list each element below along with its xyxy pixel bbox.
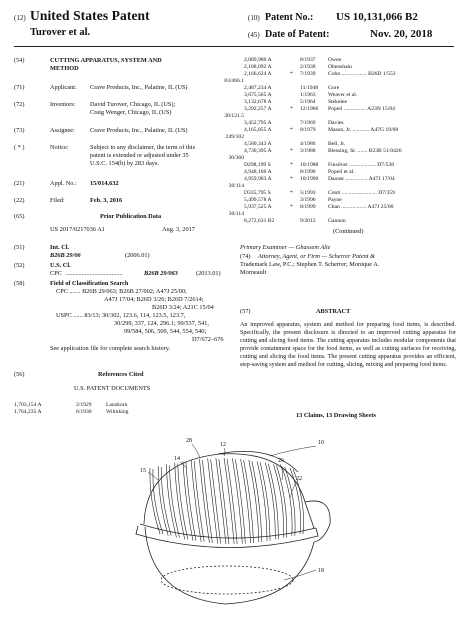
ref-number: 1,703,154 A	[14, 402, 42, 408]
field-code-52: (52)	[14, 262, 25, 269]
cutting-apparatus-drawing	[100, 432, 370, 618]
us-cl-heading: U.S. Cl.	[50, 262, 71, 269]
ref-name: Conti ......................... D7/359	[328, 190, 395, 196]
lid-slot-rib	[244, 460, 254, 543]
notice-line1: Subject to any disclaimer, the term of this	[90, 144, 196, 151]
ref-date: 8/1999	[300, 204, 316, 210]
attorney-line1: Attorney, Agent, or Firm — Scherrer Patent &	[258, 253, 376, 260]
field-code-72: (72)	[14, 101, 25, 108]
field-code-22: (22)	[14, 197, 25, 204]
ref-name: Chan .................. A47J 25/00	[328, 204, 394, 210]
assignee-value: Crave Products, Inc., Palatine, IL (US)	[90, 127, 188, 134]
invention-title-line1: CUTTING APPARATUS, SYSTEM AND	[50, 57, 162, 64]
field-code-74: (74)	[240, 253, 251, 260]
ref-numeral: 10	[318, 440, 324, 446]
inventor-short: Turover et al.	[30, 27, 91, 38]
ref-date: 8/1979	[300, 127, 316, 133]
invention-title-line2: METHOD	[50, 65, 79, 72]
ref-number: 2,487,234 A	[244, 85, 272, 91]
lid-slot-ribs	[150, 458, 304, 544]
us-patent-docs-heading: U.S. PATENT DOCUMENTS	[74, 385, 151, 392]
field-search-line5: 30/299, 337, 124, 296.1; 99/537, 541,	[114, 320, 209, 327]
inventor-1: David Turover, Chicago, IL (US);	[90, 101, 176, 108]
field-code-58: (58)	[14, 280, 25, 287]
field-code-71: (71)	[14, 84, 25, 91]
int-cl-heading: Int. Cl.	[50, 244, 70, 251]
ref-date: 7/1939	[300, 71, 316, 77]
abstract-text: An improved apparatus, system and method for preparing food items, is described. Specifically, the present disclosure is directed to an improved cutting apparatus for cutting and slicing food items. The cutting apparatus includes modular components that provide containment space for the food items, as well as cutting surfaces for receiving, cutting and slicing the food items. The present cutting apparatus provides an efficient, step-saving system and method for cutting, slicing, mixing and preparing food items.	[240, 322, 456, 369]
lid-slot-rib	[208, 458, 218, 543]
ref-date: 3/1996	[300, 197, 316, 203]
lid-slot-rib	[175, 463, 185, 540]
ref-name: 30/114	[228, 183, 244, 189]
field-search-line7: D7/672–676	[192, 336, 224, 343]
ref-numeral: 12	[220, 442, 226, 448]
attorney-line2: Trademark Law, P.C.; Stephen T. Scherrer; Monique A.	[240, 261, 380, 268]
ref-date: 7/1969	[300, 120, 316, 126]
patent-no-label: Patent No.:	[265, 12, 314, 23]
ref-number: 3,132,678 A	[244, 99, 272, 105]
ref-name: Cohn .................. B26D 1/553	[328, 71, 396, 77]
ref-numeral: 26	[278, 458, 284, 464]
ref-number: 5,499,578 A	[244, 197, 272, 203]
ref-star: *	[290, 162, 293, 168]
lid-slot-rib	[166, 464, 176, 537]
ref-date: 8/1990	[300, 169, 316, 175]
ref-number: 4,580,343 A	[244, 141, 272, 147]
ref-date: 4/1986	[300, 141, 316, 147]
notice-line3: U.S.C. 154(b) by 283 days.	[90, 160, 159, 167]
continued-label: (Continued)	[333, 228, 364, 235]
ref-number: 1,764,235 A	[14, 409, 42, 415]
ref-star: *	[290, 204, 293, 210]
ref-number: 2,166,624 A	[244, 71, 272, 77]
ref-name: Stekelee	[328, 99, 347, 105]
ref-name: 83/466.1	[224, 78, 244, 84]
ref-date: 6/1930	[76, 409, 92, 415]
field-search-line8: See application file for complete search history.	[50, 345, 171, 352]
ref-name: Payne	[328, 197, 342, 203]
ref-number: 3,292,257 A	[244, 106, 272, 112]
ref-date: 2/1938	[300, 64, 316, 70]
ref-star: *	[290, 127, 293, 133]
ref-name: Popeil et al.	[328, 169, 355, 175]
code-10: (10)	[248, 14, 260, 22]
filed-value: Feb. 3, 2016	[90, 197, 123, 204]
appl-no-value: 15/014,632	[90, 180, 119, 187]
ref-star: *	[290, 176, 293, 182]
ref-name: Mason, Jr. ............ A47G 19/00	[328, 127, 399, 133]
field-code-57: (57)	[240, 308, 251, 315]
ref-number: 4,948,106 A	[244, 169, 272, 175]
ref-number: 4,959,903 A	[244, 176, 272, 182]
ref-name: Obenshain	[328, 64, 352, 70]
patent-number: US 10,131,066 B2	[336, 11, 418, 23]
ref-name: 30/360	[228, 155, 244, 161]
ref-number: D335,795 S	[244, 190, 271, 196]
leader-lines	[148, 444, 316, 580]
field-code-51: (51)	[14, 244, 25, 251]
ref-date: 1/1963	[300, 92, 316, 98]
field-code-73: (73)	[14, 127, 25, 134]
ref-date: 5/1993	[300, 190, 316, 196]
ref-number: 3,452,795 A	[244, 120, 272, 126]
abstract-heading: ABSTRACT	[316, 308, 351, 315]
assignee-label: Assignee:	[50, 127, 75, 134]
ref-star: *	[290, 148, 293, 154]
ref-date: 12/1966	[300, 106, 319, 112]
int-cl-date: (2006.01)	[125, 252, 150, 259]
ref-name: Davies	[328, 120, 344, 126]
lid-slot-rib	[282, 466, 292, 536]
field-search-line6: 99/584, 506, 509, 544, 554, 540;	[124, 328, 207, 335]
ref-number: 4,730,395 A	[244, 148, 272, 154]
field-code-56: (56)	[14, 371, 25, 378]
ref-date: 9/2012	[300, 218, 316, 224]
us-cl-cpc-label: CPC	[50, 270, 62, 277]
ref-numeral: 18	[318, 568, 324, 574]
ref-name: Weaver et al.	[328, 92, 358, 98]
claims-summary: 13 Claims, 13 Drawing Sheets	[296, 412, 376, 419]
ref-number: 2,089,980 A	[244, 57, 272, 63]
ref-star: *	[290, 106, 293, 112]
date-label: Date of Patent:	[265, 29, 330, 40]
reference-numerals	[140, 438, 324, 574]
ref-number: 2,108,092 A	[244, 64, 272, 70]
field-search-line4: USPC ...... 83/13; 30/302, 123.6, 114, 123.5, 123.7,	[56, 312, 186, 319]
ref-name: Bell, Jr.	[328, 141, 346, 147]
us-cl-cpc-value: B26B 29/063	[144, 270, 178, 277]
ref-name: Gore	[328, 85, 340, 91]
bowl-outline	[145, 527, 314, 604]
ref-star: *	[290, 71, 293, 77]
filed-label: Filed:	[50, 197, 65, 204]
notice-line2: patent is extended or adjusted under 35	[90, 152, 189, 159]
ref-number: 3,075,565 A	[244, 92, 272, 98]
ref-name: Lanzkorn	[106, 402, 128, 408]
code-45: (45)	[248, 31, 260, 39]
ref-star: *	[290, 190, 293, 196]
ref-name: Owen	[328, 57, 342, 63]
bowl-base	[161, 566, 293, 594]
ref-number: D298,199 S	[244, 162, 271, 168]
us-cl-dots: ....................................	[66, 270, 123, 277]
ref-date: 3/1988	[300, 148, 316, 154]
ref-date: 2/1929	[76, 402, 92, 408]
ref-name: 30/121.5	[224, 113, 244, 119]
ref-name: Blessing, Sr. ....... B23B 51/0426	[328, 148, 402, 154]
prior-pub-heading: Prior Publication Data	[100, 213, 162, 220]
lid-slot-rib	[235, 459, 245, 543]
ref-name: Gannon	[328, 218, 346, 224]
lid-slot-rib	[211, 459, 221, 543]
prior-pub-date: Aug. 3, 2017	[162, 226, 195, 233]
prior-pub-number: US 2017/0217036 A1	[50, 226, 105, 233]
code-12: (12)	[14, 14, 26, 22]
ref-number: 4,165,855 A	[244, 127, 272, 133]
ref-numeral: 28	[186, 438, 192, 444]
appl-no-label: Appl. No.:	[50, 180, 77, 187]
notice-code: ( * )	[14, 144, 25, 151]
lid-slot-rib	[252, 461, 262, 542]
applicant-label: Applicant:	[50, 84, 77, 91]
document-kind: United States Patent	[30, 8, 150, 23]
lid-slot-rib	[183, 461, 193, 540]
field-code-21: (21)	[14, 180, 25, 187]
ref-numeral: 15	[140, 468, 146, 474]
patent-date: Nov. 20, 2018	[370, 28, 433, 40]
field-code-65: (65)	[14, 213, 25, 220]
int-cl-value: B26B 29/06	[50, 252, 81, 259]
field-code-54: (54)	[14, 57, 25, 64]
ref-number: 5,937,525 A	[244, 204, 272, 210]
ref-name: Finsilver ................... D7/538	[328, 162, 395, 168]
bowl-rim-lip	[136, 526, 318, 548]
ref-date: 8/1937	[300, 57, 316, 63]
field-search-line2: A47J 17/04; B26D 3/26; B26D 7/2614;	[104, 296, 204, 303]
ref-date: 5/1964	[300, 99, 316, 105]
lid-slot-rib	[199, 459, 209, 543]
field-search-line1: CPC ....... B26B 29/063; B26B 27/002; A47J 25/00;	[56, 288, 187, 295]
header-rule	[14, 46, 454, 47]
lid-slot-rib	[191, 460, 201, 542]
ref-number: 8,272,631 B2	[244, 218, 275, 224]
ref-numeral: 22	[296, 476, 302, 482]
lid-slot-rib	[219, 459, 229, 544]
ref-name: 30/114	[228, 211, 244, 217]
ref-date: 10/1990	[300, 176, 319, 182]
lid-back-edge	[218, 451, 298, 472]
ref-name: Daoust ................ A47J 17/04	[328, 176, 395, 182]
ref-name: 249/102	[225, 134, 244, 140]
us-cl-cpc-date: (2013.01)	[196, 270, 221, 277]
ref-numeral: 14	[174, 456, 180, 462]
ref-name: Wilmking	[106, 409, 129, 415]
references-heading: References Cited	[98, 371, 144, 378]
inventors-label: Inventors:	[50, 101, 76, 108]
inventor-2: Craig Wenger, Chicago, IL (US)	[90, 109, 172, 116]
ref-name: Popeil ................ A23N 15/04	[328, 106, 395, 112]
notice-label: Notice:	[50, 144, 69, 151]
lid-slot-rib	[178, 464, 188, 540]
ref-date: 11/1948	[300, 85, 319, 91]
ref-date: 10/1988	[300, 162, 319, 168]
applicant-value: Crave Products, Inc., Palatine, IL (US)	[90, 84, 188, 91]
field-search-heading: Field of Classification Search	[50, 280, 129, 287]
primary-examiner: Primary Examiner — Ghassem Alie	[240, 244, 331, 251]
field-search-line3: B26D 3/24; A21C 15/04	[152, 304, 214, 311]
attorney-line3: Morneault	[240, 269, 267, 276]
lid-slot-rib	[227, 459, 237, 544]
